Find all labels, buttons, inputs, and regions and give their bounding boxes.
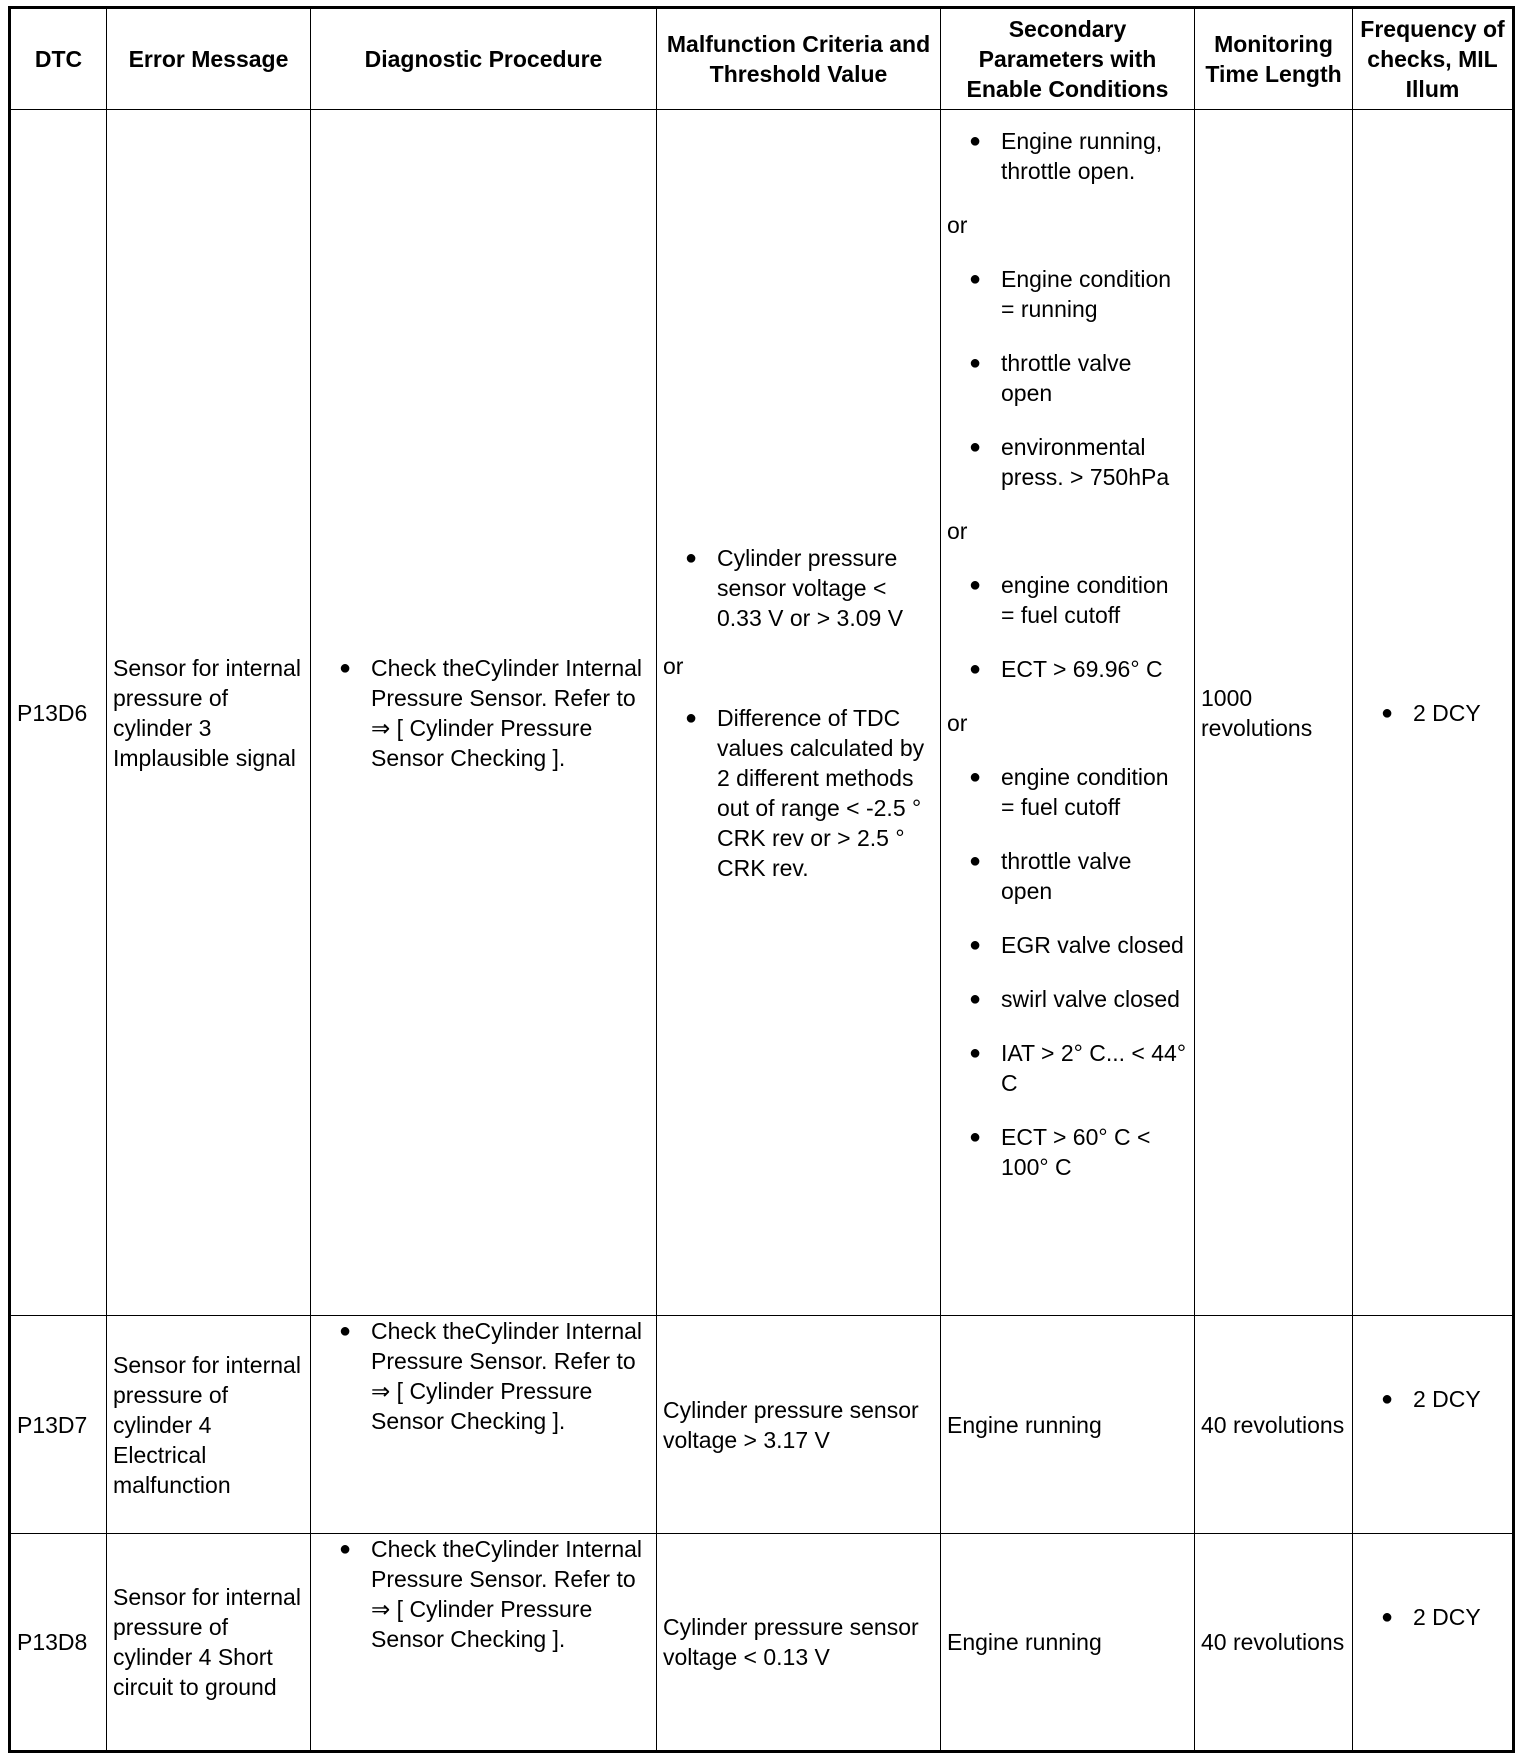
- header-secondary-parameters: Secondary Parameters with Enable Conditions: [941, 8, 1195, 110]
- list-item: ● swirl valve closed: [947, 984, 1188, 1014]
- cell-error-message: Sensor for internal pressure of cylinder 3 Implausible signal: [107, 110, 311, 1316]
- list-item: ● Check theCylinder Internal Pressure Sensor. Refer to ⇒ [ Cylinder Pressure Sensor Checking ].: [317, 1534, 650, 1654]
- list-item: ● Engine running, throttle open.: [947, 126, 1188, 186]
- or-separator: or: [947, 518, 968, 544]
- list-item: ● throttle valve open: [947, 348, 1188, 408]
- list-item: ● Difference of TDC values calculated by 2 different methods out of range < -2.5 ° CRK rev or > 2.5 ° CRK rev.: [663, 703, 934, 883]
- cell-malfunction-criteria: [657, 110, 941, 1316]
- cell-error-message: Sensor for internal pressure of cylinder 4 Electrical malfunction: [107, 1316, 311, 1534]
- list-item: ● 2 DCY: [1359, 1384, 1506, 1414]
- header-frequency: Frequency of checks, MIL Illum: [1353, 8, 1514, 110]
- list-item: ● Check theCylinder Internal Pressure Sensor. Refer to ⇒ [ Cylinder Pressure Sensor Checking ].: [317, 653, 650, 773]
- cell-secondary-parameters: Engine running: [941, 1534, 1195, 1752]
- table-row: [10, 1316, 1514, 1534]
- list-item: ● throttle valve open: [947, 846, 1188, 906]
- or-separator: or: [947, 710, 968, 736]
- cell-frequency: [1353, 1534, 1514, 1752]
- header-diagnostic-procedure: Diagnostic Procedure: [311, 8, 657, 110]
- list-item: ● 2 DCY: [1359, 698, 1506, 728]
- list-item: ● engine condition = fuel cutoff: [947, 762, 1188, 822]
- cell-monitoring-time: 40 revolutions: [1195, 1316, 1353, 1534]
- or-separator: or: [947, 212, 968, 238]
- header-row: [10, 8, 1514, 110]
- dtc-table: [8, 6, 1515, 1753]
- list-item: ● 2 DCY: [1359, 1602, 1506, 1632]
- cell-dtc: P13D8: [10, 1534, 107, 1752]
- list-item: ● Check theCylinder Internal Pressure Sensor. Refer to ⇒ [ Cylinder Pressure Sensor Checking ].: [317, 1316, 650, 1436]
- cell-frequency: [1353, 110, 1514, 1316]
- cell-dtc: P13D6: [10, 110, 107, 1316]
- cell-secondary-parameters: Engine running: [941, 1316, 1195, 1534]
- cell-error-message: Sensor for internal pressure of cylinder 4 Short circuit to ground: [107, 1534, 311, 1752]
- cell-frequency: [1353, 1316, 1514, 1534]
- cell-secondary-parameters: [941, 110, 1195, 1316]
- cell-dtc: P13D7: [10, 1316, 107, 1534]
- list-item: ● ECT > 69.96° C: [947, 654, 1188, 684]
- cell-malfunction-criteria: Cylinder pressure sensor voltage < 0.13 V: [657, 1534, 941, 1752]
- header-error-message: Error Message: [107, 8, 311, 110]
- list-item: ● EGR valve closed: [947, 930, 1188, 960]
- header-dtc: DTC: [10, 8, 107, 110]
- header-malfunction-criteria: Malfunction Criteria and Threshold Value: [657, 8, 941, 110]
- list-item: ● Engine condition = running: [947, 264, 1188, 324]
- cell-diagnostic-procedure: [311, 1316, 657, 1534]
- cell-diagnostic-procedure: [311, 110, 657, 1316]
- list-item: ● environmental press. > 750hPa: [947, 432, 1188, 492]
- list-item: ● Cylinder pressure sensor voltage < 0.33 V or > 3.09 V: [663, 543, 934, 633]
- or-separator: or: [663, 652, 684, 679]
- cell-diagnostic-procedure: [311, 1534, 657, 1752]
- table-row: [10, 1534, 1514, 1752]
- list-item: ● ECT > 60° C < 100° C: [947, 1122, 1188, 1182]
- list-item: ● engine condition = fuel cutoff: [947, 570, 1188, 630]
- table-row: [10, 110, 1514, 1316]
- cell-monitoring-time: 1000 revolutions: [1195, 110, 1353, 1316]
- cell-malfunction-criteria: Cylinder pressure sensor voltage > 3.17 V: [657, 1316, 941, 1534]
- cell-monitoring-time: 40 revolutions: [1195, 1534, 1353, 1752]
- list-item: ● IAT > 2° C... < 44° C: [947, 1038, 1188, 1098]
- header-monitoring-time: Monitoring Time Length: [1195, 8, 1353, 110]
